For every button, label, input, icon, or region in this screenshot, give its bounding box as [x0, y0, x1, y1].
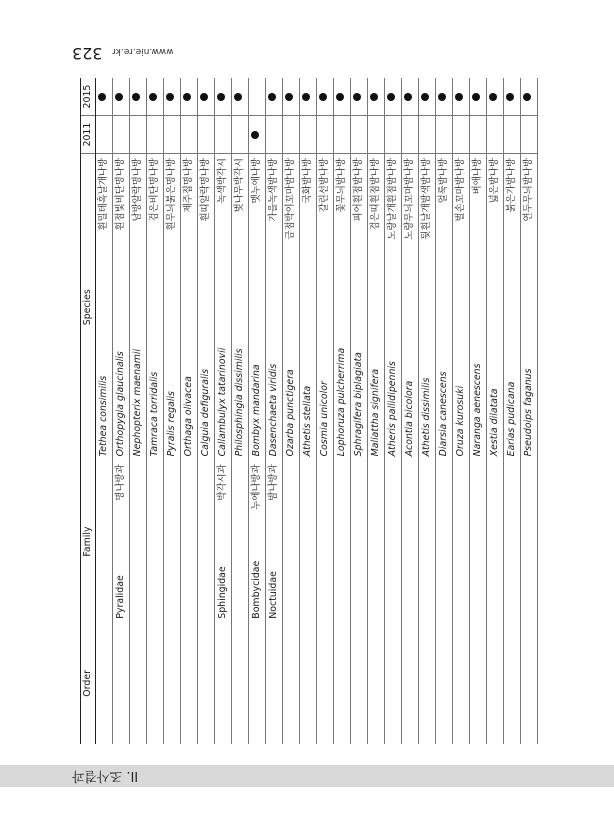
table-row	[402, 78, 419, 744]
presence-dot	[455, 93, 463, 101]
presence-dot	[285, 93, 293, 101]
order-cell	[113, 623, 130, 744]
family-cell	[368, 460, 385, 622]
presence-dot	[370, 93, 378, 101]
family-cell	[113, 460, 130, 622]
species-latin: Lophoruza pulcherrima	[336, 347, 347, 457]
species-ko: 갈린선밤나방	[319, 158, 330, 213]
table-row	[351, 78, 368, 744]
family-cell	[147, 460, 164, 622]
species-cell	[147, 154, 164, 461]
table-row	[419, 78, 436, 744]
species-ko: 흰띠알락명나방	[200, 158, 211, 222]
order-cell	[198, 623, 215, 744]
order-cell	[300, 623, 317, 744]
presence-dot	[438, 93, 446, 101]
order-cell	[164, 623, 181, 744]
species-ko: 벚나무박각시	[234, 158, 245, 213]
species-latin: Orthopygia glaucinalis	[115, 351, 126, 457]
species-latin: Athetis dissimilis	[421, 377, 432, 457]
table-row	[470, 78, 487, 744]
species-latin: Acontia bicolora	[404, 380, 415, 457]
species-latin: Nephopterix maenamii	[132, 348, 143, 457]
species-ko: 제주집명나방	[183, 158, 194, 213]
species-cell	[487, 154, 504, 461]
order-cell	[334, 623, 351, 744]
cell-2011	[96, 116, 113, 154]
family-cell	[130, 460, 147, 622]
table-row	[198, 78, 215, 744]
table-row	[436, 78, 453, 744]
species-ko: 넓은밤나방	[489, 158, 500, 204]
order-cell	[181, 623, 198, 744]
cell-2011	[300, 116, 317, 154]
order-cell	[385, 623, 402, 744]
species-cell	[96, 154, 113, 461]
species-cell	[130, 154, 147, 461]
table-row	[385, 78, 402, 744]
species-latin: Dasenchaeta viridis	[268, 363, 279, 457]
family-en: Noctuidae	[268, 571, 279, 619]
order-cell	[351, 623, 368, 744]
species-latin: Orthaga olivacea	[183, 376, 194, 457]
cell-2015	[419, 78, 436, 116]
order-cell	[436, 623, 453, 744]
species-cell	[521, 154, 538, 461]
species-ko: 얼룩밤나방	[438, 158, 449, 204]
family-cell	[453, 460, 470, 622]
species-latin: Pseudoips faganus	[523, 368, 534, 457]
table-row	[487, 78, 504, 744]
presence-dot	[353, 93, 361, 101]
table-row	[147, 78, 164, 744]
species-latin: Callambulyx tatarinovii	[217, 347, 228, 457]
family-cell	[521, 460, 538, 622]
family-cell	[198, 460, 215, 622]
species-ko: 노랑무늬꼬마밤나방	[404, 158, 415, 240]
species-table	[80, 78, 538, 744]
family-ko: 명나방과	[115, 464, 126, 501]
cell-2015	[147, 78, 164, 116]
species-ko: 남방알락명나방	[132, 158, 143, 222]
page-number: 323	[72, 44, 103, 63]
species-ko: 흰무늬붉은명나방	[166, 158, 177, 231]
species-latin: Pyralis regalis	[166, 391, 177, 457]
cell-2015	[470, 78, 487, 116]
species-ko: 꽃무늬밤나방	[336, 158, 347, 213]
table-row	[317, 78, 334, 744]
species-latin: Diarsia canescens	[438, 371, 449, 457]
table-row	[181, 78, 198, 744]
cell-2015	[300, 78, 317, 116]
cell-2015	[164, 78, 181, 116]
family-cell	[249, 460, 266, 622]
table-row	[249, 78, 266, 744]
order-cell	[130, 623, 147, 744]
species-table-wrapper	[80, 78, 538, 744]
cell-2015	[436, 78, 453, 116]
cell-2011	[317, 116, 334, 154]
presence-dot	[421, 93, 429, 101]
species-latin: Naranga aenescens	[472, 363, 483, 457]
species-ko: 검은비단명나방	[149, 158, 160, 222]
family-cell	[266, 460, 283, 622]
presence-dot	[132, 93, 140, 101]
species-cell	[317, 154, 334, 461]
presence-dot	[387, 93, 395, 101]
cell-2011	[504, 116, 521, 154]
species-cell	[419, 154, 436, 461]
species-ko: 금점박이꼬마밤나방	[285, 158, 296, 240]
species-latin: Bombyx mandarina	[251, 364, 262, 457]
cell-2015	[385, 78, 402, 116]
cell-2011	[181, 116, 198, 154]
family-cell	[470, 460, 487, 622]
family-ko: 밤나방과	[268, 464, 279, 501]
species-ko: 가을녹색밤나방	[268, 158, 279, 222]
cell-2015	[181, 78, 198, 116]
species-ko: 멧누에나방	[251, 158, 262, 204]
species-cell	[385, 154, 402, 461]
order-cell	[504, 623, 521, 744]
family-cell	[96, 460, 113, 622]
species-latin: Earias pudicana	[506, 381, 517, 457]
order-cell	[249, 623, 266, 744]
presence-dot	[183, 93, 191, 101]
species-cell	[215, 154, 232, 461]
species-ko: 붉은가밤나방	[506, 158, 517, 213]
cell-2015	[266, 78, 283, 116]
cell-2015	[113, 78, 130, 116]
family-cell	[419, 460, 436, 622]
header-family: Family	[81, 460, 96, 622]
species-latin: Calguia defiguralis	[200, 368, 211, 457]
presence-dot	[166, 93, 174, 101]
cell-2015	[368, 78, 385, 116]
table-row	[368, 78, 385, 744]
cell-2015	[130, 78, 147, 116]
family-en: Sphingidae	[217, 566, 228, 619]
species-cell	[453, 154, 470, 461]
header-2015: 2015	[81, 78, 96, 116]
family-en: Pyralidae	[115, 575, 126, 619]
presence-dot	[217, 93, 225, 101]
cell-2011	[147, 116, 164, 154]
species-latin: Xestia dilatata	[489, 388, 500, 457]
order-cell	[147, 623, 164, 744]
species-cell	[232, 154, 249, 461]
presence-dot	[268, 93, 276, 101]
family-cell	[487, 460, 504, 622]
cell-2011	[487, 116, 504, 154]
cell-2015	[402, 78, 419, 116]
species-latin: Philosphingia dissimilis	[234, 348, 245, 457]
table-row	[130, 78, 147, 744]
table-row	[334, 78, 351, 744]
cell-2011	[351, 116, 368, 154]
cell-2015	[283, 78, 300, 116]
presence-dot	[251, 131, 259, 139]
table-row	[113, 78, 130, 744]
cell-2015	[334, 78, 351, 116]
presence-dot	[404, 93, 412, 101]
species-cell	[334, 154, 351, 461]
family-ko: 박각시과	[217, 464, 228, 501]
family-en: Bombycidae	[251, 560, 262, 619]
species-cell	[351, 154, 368, 461]
cell-2015	[249, 78, 266, 116]
presence-dot	[523, 93, 531, 101]
family-cell	[436, 460, 453, 622]
presence-dot	[489, 93, 497, 101]
cell-2011	[453, 116, 470, 154]
species-cell	[164, 154, 181, 461]
cell-2011	[215, 116, 232, 154]
cell-2015	[521, 78, 538, 116]
order-cell	[402, 623, 419, 744]
table-row	[215, 78, 232, 744]
family-cell	[334, 460, 351, 622]
cell-2011	[470, 116, 487, 154]
presence-dot	[200, 93, 208, 101]
presence-dot	[234, 93, 242, 101]
order-cell	[215, 623, 232, 744]
species-latin: Oruza kurosuki	[455, 385, 466, 457]
cell-2015	[487, 78, 504, 116]
table-row	[504, 78, 521, 744]
order-cell	[266, 623, 283, 744]
header-order: Order	[81, 623, 96, 744]
species-cell	[470, 154, 487, 461]
species-cell	[402, 154, 419, 461]
species-latin: Sphragifera biplagiata	[353, 352, 364, 457]
family-cell	[351, 460, 368, 622]
species-cell	[249, 154, 266, 461]
species-cell	[504, 154, 521, 461]
order-cell	[487, 623, 504, 744]
cell-2011	[368, 116, 385, 154]
family-cell	[181, 460, 198, 622]
table-row	[96, 78, 113, 744]
species-cell	[436, 154, 453, 461]
species-latin: Tamraca torridalis	[149, 371, 160, 457]
order-cell	[368, 623, 385, 744]
table-row	[521, 78, 538, 744]
species-cell	[368, 154, 385, 461]
order-cell	[470, 623, 487, 744]
section-label: II. 조사결과	[72, 768, 139, 783]
family-cell	[317, 460, 334, 622]
cell-2011	[113, 116, 130, 154]
species-latin: Athetis stellata	[302, 385, 313, 457]
family-cell	[283, 460, 300, 622]
species-ko: 검은띠흰점밤나방	[370, 158, 381, 231]
species-ko: 연두무늬밤나방	[523, 158, 534, 222]
family-cell	[402, 460, 419, 622]
cell-2011	[436, 116, 453, 154]
species-cell	[300, 154, 317, 461]
species-ko: 뒷흰날개밤색밤나방	[421, 158, 432, 240]
cell-2011	[266, 116, 283, 154]
species-latin: Maliattha signifera	[370, 368, 381, 457]
table-row	[266, 78, 283, 744]
header-2011: 2011	[81, 116, 96, 154]
table-header-row	[81, 78, 96, 744]
species-latin: Cosmia unicolor	[319, 381, 330, 457]
presence-dot	[336, 93, 344, 101]
species-latin: Tethea consimilis	[98, 375, 109, 457]
cell-2015	[453, 78, 470, 116]
family-cell	[385, 460, 402, 622]
header-species: Species	[81, 154, 96, 461]
cell-2011	[385, 116, 402, 154]
species-ko: 국화밤나방	[302, 158, 313, 204]
cell-2011	[164, 116, 181, 154]
species-ko: 피어흰점밤나방	[353, 158, 364, 222]
cell-2011	[130, 116, 147, 154]
cell-2011	[419, 116, 436, 154]
family-ko: 누에나방과	[251, 464, 262, 510]
order-cell	[96, 623, 113, 744]
cell-2015	[317, 78, 334, 116]
cell-2011	[334, 116, 351, 154]
cell-2015	[351, 78, 368, 116]
presence-dot	[98, 93, 106, 101]
cell-2011	[521, 116, 538, 154]
cell-2015	[232, 78, 249, 116]
species-cell	[113, 154, 130, 461]
presence-dot	[149, 93, 157, 101]
species-ko: 녹색박각시	[217, 158, 228, 204]
species-latin: Atheris pallidipennis	[387, 361, 398, 457]
cell-2011	[198, 116, 215, 154]
page-url: www.nie.re.kr	[112, 46, 174, 56]
family-cell	[215, 460, 232, 622]
cell-2011	[283, 116, 300, 154]
order-cell	[283, 623, 300, 744]
table-row	[164, 78, 181, 744]
order-cell	[453, 623, 470, 744]
cell-2011	[249, 116, 266, 154]
cell-2015	[504, 78, 521, 116]
species-cell	[198, 154, 215, 461]
cell-2011	[232, 116, 249, 154]
order-cell	[521, 623, 538, 744]
order-cell	[232, 623, 249, 744]
table-row	[232, 78, 249, 744]
species-ko: 흰점빛비단명나방	[115, 158, 126, 231]
presence-dot	[506, 93, 514, 101]
table-row	[300, 78, 317, 744]
species-cell	[266, 154, 283, 461]
presence-dot	[472, 93, 480, 101]
presence-dot	[115, 93, 123, 101]
species-cell	[181, 154, 198, 461]
species-ko: 벌손꼬마밤나방	[455, 158, 466, 222]
cell-2015	[198, 78, 215, 116]
family-cell	[504, 460, 521, 622]
order-cell	[317, 623, 334, 744]
order-cell	[419, 623, 436, 744]
species-latin: Ozarba punctigera	[285, 369, 296, 457]
cell-2015	[215, 78, 232, 116]
table-row	[453, 78, 470, 744]
presence-dot	[302, 93, 310, 101]
species-ko: 벼애나방	[472, 158, 483, 195]
cell-2015	[96, 78, 113, 116]
cell-2011	[402, 116, 419, 154]
species-ko: 흰밀테흑날개나방	[98, 158, 109, 231]
table-row	[283, 78, 300, 744]
species-ko: 노랑날개흰점밤나방	[387, 158, 398, 240]
presence-dot	[319, 93, 327, 101]
family-cell	[300, 460, 317, 622]
family-cell	[232, 460, 249, 622]
family-cell	[164, 460, 181, 622]
species-cell	[283, 154, 300, 461]
